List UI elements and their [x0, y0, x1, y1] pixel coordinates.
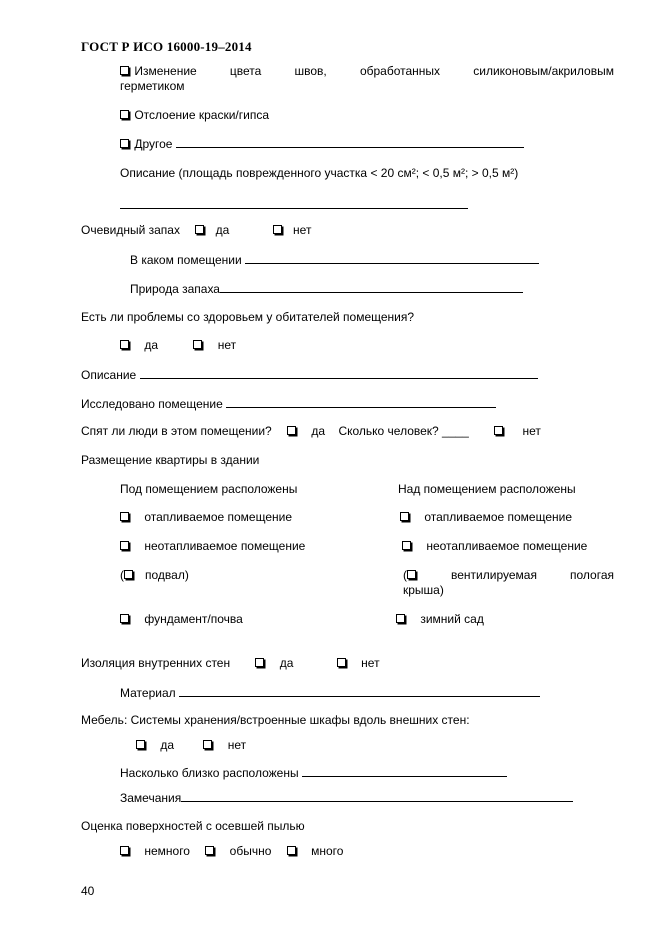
examined-row	[81, 396, 496, 411]
placement-title: Размещение квартиры в здании	[81, 453, 260, 467]
seams-word: Изменение	[134, 64, 197, 78]
insulation-yes: да	[279, 656, 294, 670]
paint-label: Отслоение краски/гипса	[134, 108, 269, 122]
roof-word: вентилируемая	[451, 568, 537, 582]
checkbox[interactable]	[124, 570, 133, 579]
above-garden	[396, 612, 484, 626]
health-desc-row	[81, 367, 538, 382]
other-label: Другое	[134, 137, 173, 151]
checkbox[interactable]	[120, 340, 129, 349]
dust-label: Оценка поверхностей с осевшей пылью	[81, 819, 305, 833]
checkbox[interactable]	[120, 541, 129, 550]
odor-label: Очевидный запах	[81, 223, 180, 237]
odor-row	[81, 223, 311, 237]
checkbox[interactable]	[120, 110, 129, 119]
checkbox[interactable]	[203, 740, 212, 749]
odor-nature-field[interactable]	[220, 281, 523, 293]
checkbox[interactable]	[195, 225, 204, 234]
furniture-yes: да	[160, 738, 175, 752]
seams-word: цвета	[229, 64, 262, 78]
paint-option	[120, 108, 269, 122]
seams-row	[120, 64, 614, 78]
below-basement: ( подвал)	[120, 568, 189, 582]
foundation-label: фундамент/почва	[144, 612, 243, 626]
seams-line2: герметиком	[120, 79, 185, 93]
other-field[interactable]	[176, 136, 524, 148]
health-desc-field[interactable]	[140, 367, 538, 379]
examined-field[interactable]	[226, 396, 496, 408]
checkbox[interactable]	[205, 846, 214, 855]
odor-no: нет	[293, 223, 312, 237]
page-number: 40	[81, 884, 95, 898]
checkbox[interactable]	[136, 740, 145, 749]
above-unheated-label: неотапливаемое помещение	[426, 539, 588, 553]
checkbox[interactable]	[287, 426, 296, 435]
material-row	[120, 685, 540, 700]
insulation-row	[81, 656, 380, 670]
checkbox[interactable]	[120, 66, 129, 75]
odor-nature-label: Природа запаха	[130, 282, 220, 296]
below-heated-label: отапливаемое помещение	[144, 510, 293, 524]
material-field[interactable]	[179, 685, 540, 697]
basement-label: подвал)	[145, 568, 189, 582]
odor-room-label: В каком помещении	[130, 253, 242, 267]
sleep-count: Сколько человек? ____	[338, 424, 469, 438]
roof-line2: крыша)	[403, 583, 444, 597]
dust-little: немного	[144, 844, 190, 858]
above-heated	[400, 510, 572, 524]
seams-word: обработанных	[359, 64, 441, 78]
dust-much: много	[311, 844, 344, 858]
health-no: нет	[217, 338, 237, 352]
seams-word: швов,	[294, 64, 327, 78]
furniture-no: нет	[227, 738, 247, 752]
checkbox[interactable]	[120, 512, 129, 521]
odor-yes: да	[215, 223, 230, 237]
remarks-label: Замечания	[120, 791, 182, 805]
sleep-no: нет	[522, 424, 541, 438]
above-roof: ( вентилируемая пологая	[403, 568, 614, 582]
below-unheated-label: неотапливаемое помещение	[144, 539, 306, 553]
checkbox[interactable]	[120, 139, 129, 148]
remarks-field[interactable]	[181, 790, 573, 802]
sleep-question: Спят ли люди в этом помещении?	[81, 424, 272, 438]
how-close-field[interactable]	[302, 765, 507, 777]
above-heated-label: отапливаемое помещение	[424, 510, 573, 524]
odor-nature-row	[130, 281, 523, 296]
checkbox[interactable]	[400, 512, 409, 521]
checkbox[interactable]	[120, 614, 129, 623]
garden-label: зимний сад	[420, 612, 484, 626]
checkbox[interactable]	[396, 614, 405, 623]
how-close-row	[120, 765, 507, 780]
below-heated	[120, 510, 292, 524]
seams-word: силиконовым/акриловым	[473, 64, 614, 78]
sleep-yes: да	[311, 424, 326, 438]
below-heading: Под помещением расположены	[120, 482, 298, 496]
checkbox[interactable]	[120, 846, 129, 855]
damage-description-field[interactable]	[120, 197, 468, 212]
insulation-label: Изоляция внутренних стен	[81, 656, 231, 670]
checkbox[interactable]	[255, 658, 264, 667]
checkbox[interactable]	[494, 426, 503, 435]
odor-room-row	[130, 252, 539, 267]
health-options	[120, 338, 236, 352]
material-label: Материал	[120, 686, 176, 700]
below-foundation	[120, 612, 243, 626]
checkbox[interactable]	[273, 225, 282, 234]
checkbox[interactable]	[402, 541, 411, 550]
checkbox[interactable]	[287, 846, 296, 855]
below-unheated	[120, 539, 305, 553]
sleep-row	[81, 424, 541, 438]
how-close-label: Насколько близко расположены	[120, 766, 299, 780]
document-header: ГОСТ Р ИСО 16000-19–2014	[81, 39, 252, 54]
roof-word: пологая	[569, 568, 614, 582]
dust-normal: обычно	[229, 844, 272, 858]
dust-options	[120, 844, 343, 858]
furniture-question: Мебель: Системы хранения/встроенные шкафы вдоль внешних стен:	[81, 713, 470, 727]
health-yes: да	[144, 338, 159, 352]
health-question: Есть ли проблемы со здоровьем у обитателей помещения?	[81, 310, 415, 324]
checkbox[interactable]	[193, 340, 202, 349]
other-option	[120, 136, 524, 151]
damage-description: Описание (площадь поврежденного участка < 20 см²; < 0,5 м²; > 0,5 м²)	[120, 166, 519, 180]
examined-label: Исследовано помещение	[81, 397, 223, 411]
checkbox[interactable]	[337, 658, 346, 667]
above-heading: Над помещением расположены	[398, 482, 576, 496]
furniture-options	[136, 738, 246, 752]
insulation-no: нет	[361, 656, 380, 670]
above-unheated	[402, 539, 587, 553]
checkbox[interactable]	[407, 570, 416, 579]
health-desc-label: Описание	[81, 368, 137, 382]
odor-room-field[interactable]	[245, 252, 539, 264]
remarks-row	[120, 790, 573, 805]
